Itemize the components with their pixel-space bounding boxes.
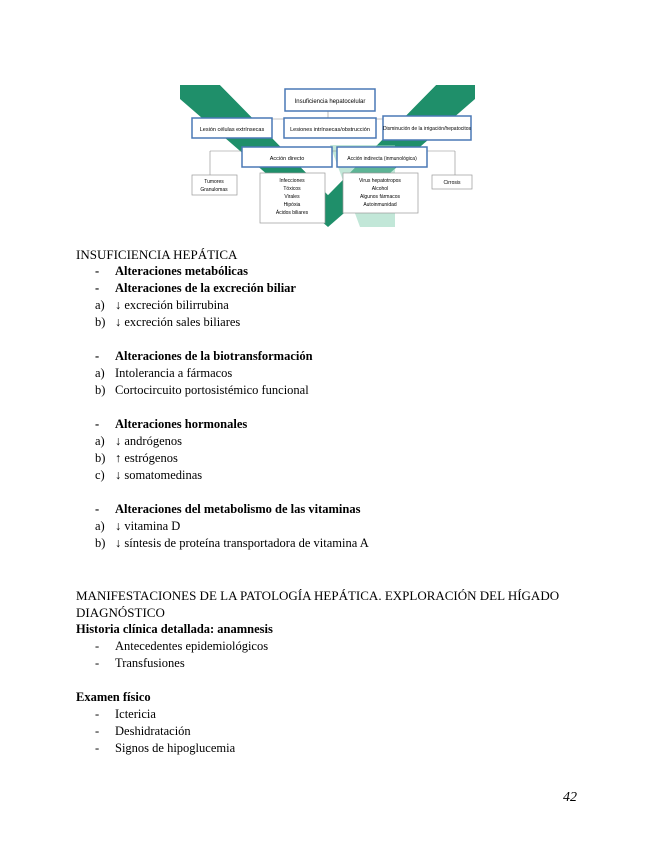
diagram-low-label-1: Acción directo bbox=[269, 156, 305, 162]
liver-failure-diagram bbox=[180, 85, 475, 227]
item-text: Signos de hipoglucemia bbox=[115, 741, 236, 755]
diagram-br-1: Virus hepatotropos bbox=[359, 178, 401, 184]
dash-marker: - bbox=[95, 264, 100, 278]
enum-marker: b) bbox=[95, 315, 106, 329]
list-item bbox=[76, 263, 596, 280]
item-text: ↓ síntesis de proteína transportadora de vitamina A bbox=[115, 536, 369, 550]
page-number: 42 bbox=[563, 790, 577, 805]
list-item bbox=[76, 655, 596, 672]
diagram-bl-2: Granulomas bbox=[200, 187, 228, 193]
dash-marker: - bbox=[95, 741, 100, 755]
item-label: Alteraciones de la biotransformación bbox=[115, 349, 313, 363]
subheading-examen: Examen físico bbox=[76, 690, 151, 704]
item-text: ↓ andrógenos bbox=[115, 434, 182, 448]
diagram-bc-1: Infecciones bbox=[279, 178, 305, 184]
diagram-bl-1: Tumores bbox=[204, 179, 224, 185]
item-text: Intolerancia a fármacos bbox=[115, 366, 233, 380]
list-item bbox=[76, 297, 596, 314]
item-label: Alteraciones del metabolismo de las vitaminas bbox=[115, 502, 361, 516]
enum-marker: b) bbox=[95, 383, 106, 397]
diagram-mid-label-3: Disminución de la irrigación/hepatocitos bbox=[382, 126, 472, 132]
list-item bbox=[76, 535, 596, 552]
enum-marker: a) bbox=[95, 298, 105, 312]
diagram-br-3: Algunos fármacos bbox=[359, 194, 401, 200]
list-item bbox=[76, 706, 596, 723]
list-item bbox=[76, 348, 596, 365]
enum-marker: c) bbox=[95, 468, 105, 482]
diagram-bc-3: Virales bbox=[284, 194, 300, 200]
diagram-svg bbox=[180, 85, 475, 227]
diagram-top-label: Insuficiencia hepatocelular bbox=[294, 99, 366, 105]
diagram-br-4: Autoinmunidad bbox=[363, 202, 397, 208]
dash-marker: - bbox=[95, 724, 100, 738]
section-title-insuficiencia: INSUFICIENCIA HEPÁTICA bbox=[76, 247, 238, 262]
list-item bbox=[76, 467, 596, 484]
item-label: Alteraciones de la excreción biliar bbox=[115, 281, 296, 295]
diagram-bc-5: Ácidos biliares bbox=[275, 210, 309, 216]
list-item bbox=[76, 280, 596, 297]
dash-marker: - bbox=[95, 707, 100, 721]
list-item bbox=[76, 501, 596, 518]
list-item bbox=[76, 518, 596, 535]
list-item bbox=[76, 433, 596, 450]
dash-marker: - bbox=[95, 639, 100, 653]
document-body bbox=[76, 246, 596, 757]
item-text: Antecedentes epidemiológicos bbox=[115, 639, 269, 653]
enum-marker: a) bbox=[95, 434, 105, 448]
list-item bbox=[76, 638, 596, 655]
item-label: Alteraciones hormonales bbox=[115, 417, 248, 431]
list-item bbox=[76, 740, 596, 757]
item-text: ↓ somatomedinas bbox=[115, 468, 203, 482]
dash-marker: - bbox=[95, 417, 100, 431]
item-text: ↓ vitamina D bbox=[115, 519, 181, 533]
enum-marker: a) bbox=[95, 519, 105, 533]
list-item bbox=[76, 416, 596, 433]
list-item bbox=[76, 382, 596, 399]
item-text: Cortocircuito portosistémico funcional bbox=[115, 383, 309, 397]
item-text: Deshidratación bbox=[115, 724, 191, 738]
item-text: Transfusiones bbox=[115, 656, 185, 670]
enum-marker: b) bbox=[95, 536, 106, 550]
enum-marker: a) bbox=[95, 366, 105, 380]
item-text: ↑ estrógenos bbox=[115, 451, 178, 465]
list-item bbox=[76, 314, 596, 331]
list-item bbox=[76, 723, 596, 740]
dash-marker: - bbox=[95, 349, 100, 363]
subheading-historia: Historia clínica detallada: anamnesis bbox=[76, 622, 273, 636]
dash-marker: - bbox=[95, 502, 100, 516]
diagram-low-label-2: Acción indirecta (inmunológica) bbox=[347, 156, 417, 162]
section-title-manifestaciones: MANIFESTACIONES DE LA PATOLOGÍA HEPÁTICA. EXPLORACIÓN DEL HÍGADO bbox=[76, 588, 560, 603]
item-label: Alteraciones metabólicas bbox=[115, 264, 248, 278]
enum-marker: b) bbox=[95, 451, 106, 465]
item-text: Ictericia bbox=[115, 707, 156, 721]
diagram-bc-4: Hipóxia bbox=[283, 202, 301, 208]
item-text: ↓ excreción bilirrubina bbox=[115, 298, 229, 312]
section-title-manifestaciones-cont: DIAGNÓSTICO bbox=[76, 605, 165, 620]
diagram-br-2: Alcohol bbox=[371, 186, 389, 192]
list-item bbox=[76, 450, 596, 467]
item-text: ↓ excreción sales biliares bbox=[115, 315, 241, 329]
diagram-bc-2: Tóxicos bbox=[283, 186, 301, 192]
dash-marker: - bbox=[95, 656, 100, 670]
dash-marker: - bbox=[95, 281, 100, 295]
diagram-far-right-label: Cirrosis bbox=[443, 180, 461, 186]
diagram-mid-label-1: Lesión células extrínsecas bbox=[199, 127, 265, 133]
diagram-mid-label-2: Lesiones intrínsecas/obstrucción bbox=[290, 127, 370, 133]
list-item bbox=[76, 365, 596, 382]
